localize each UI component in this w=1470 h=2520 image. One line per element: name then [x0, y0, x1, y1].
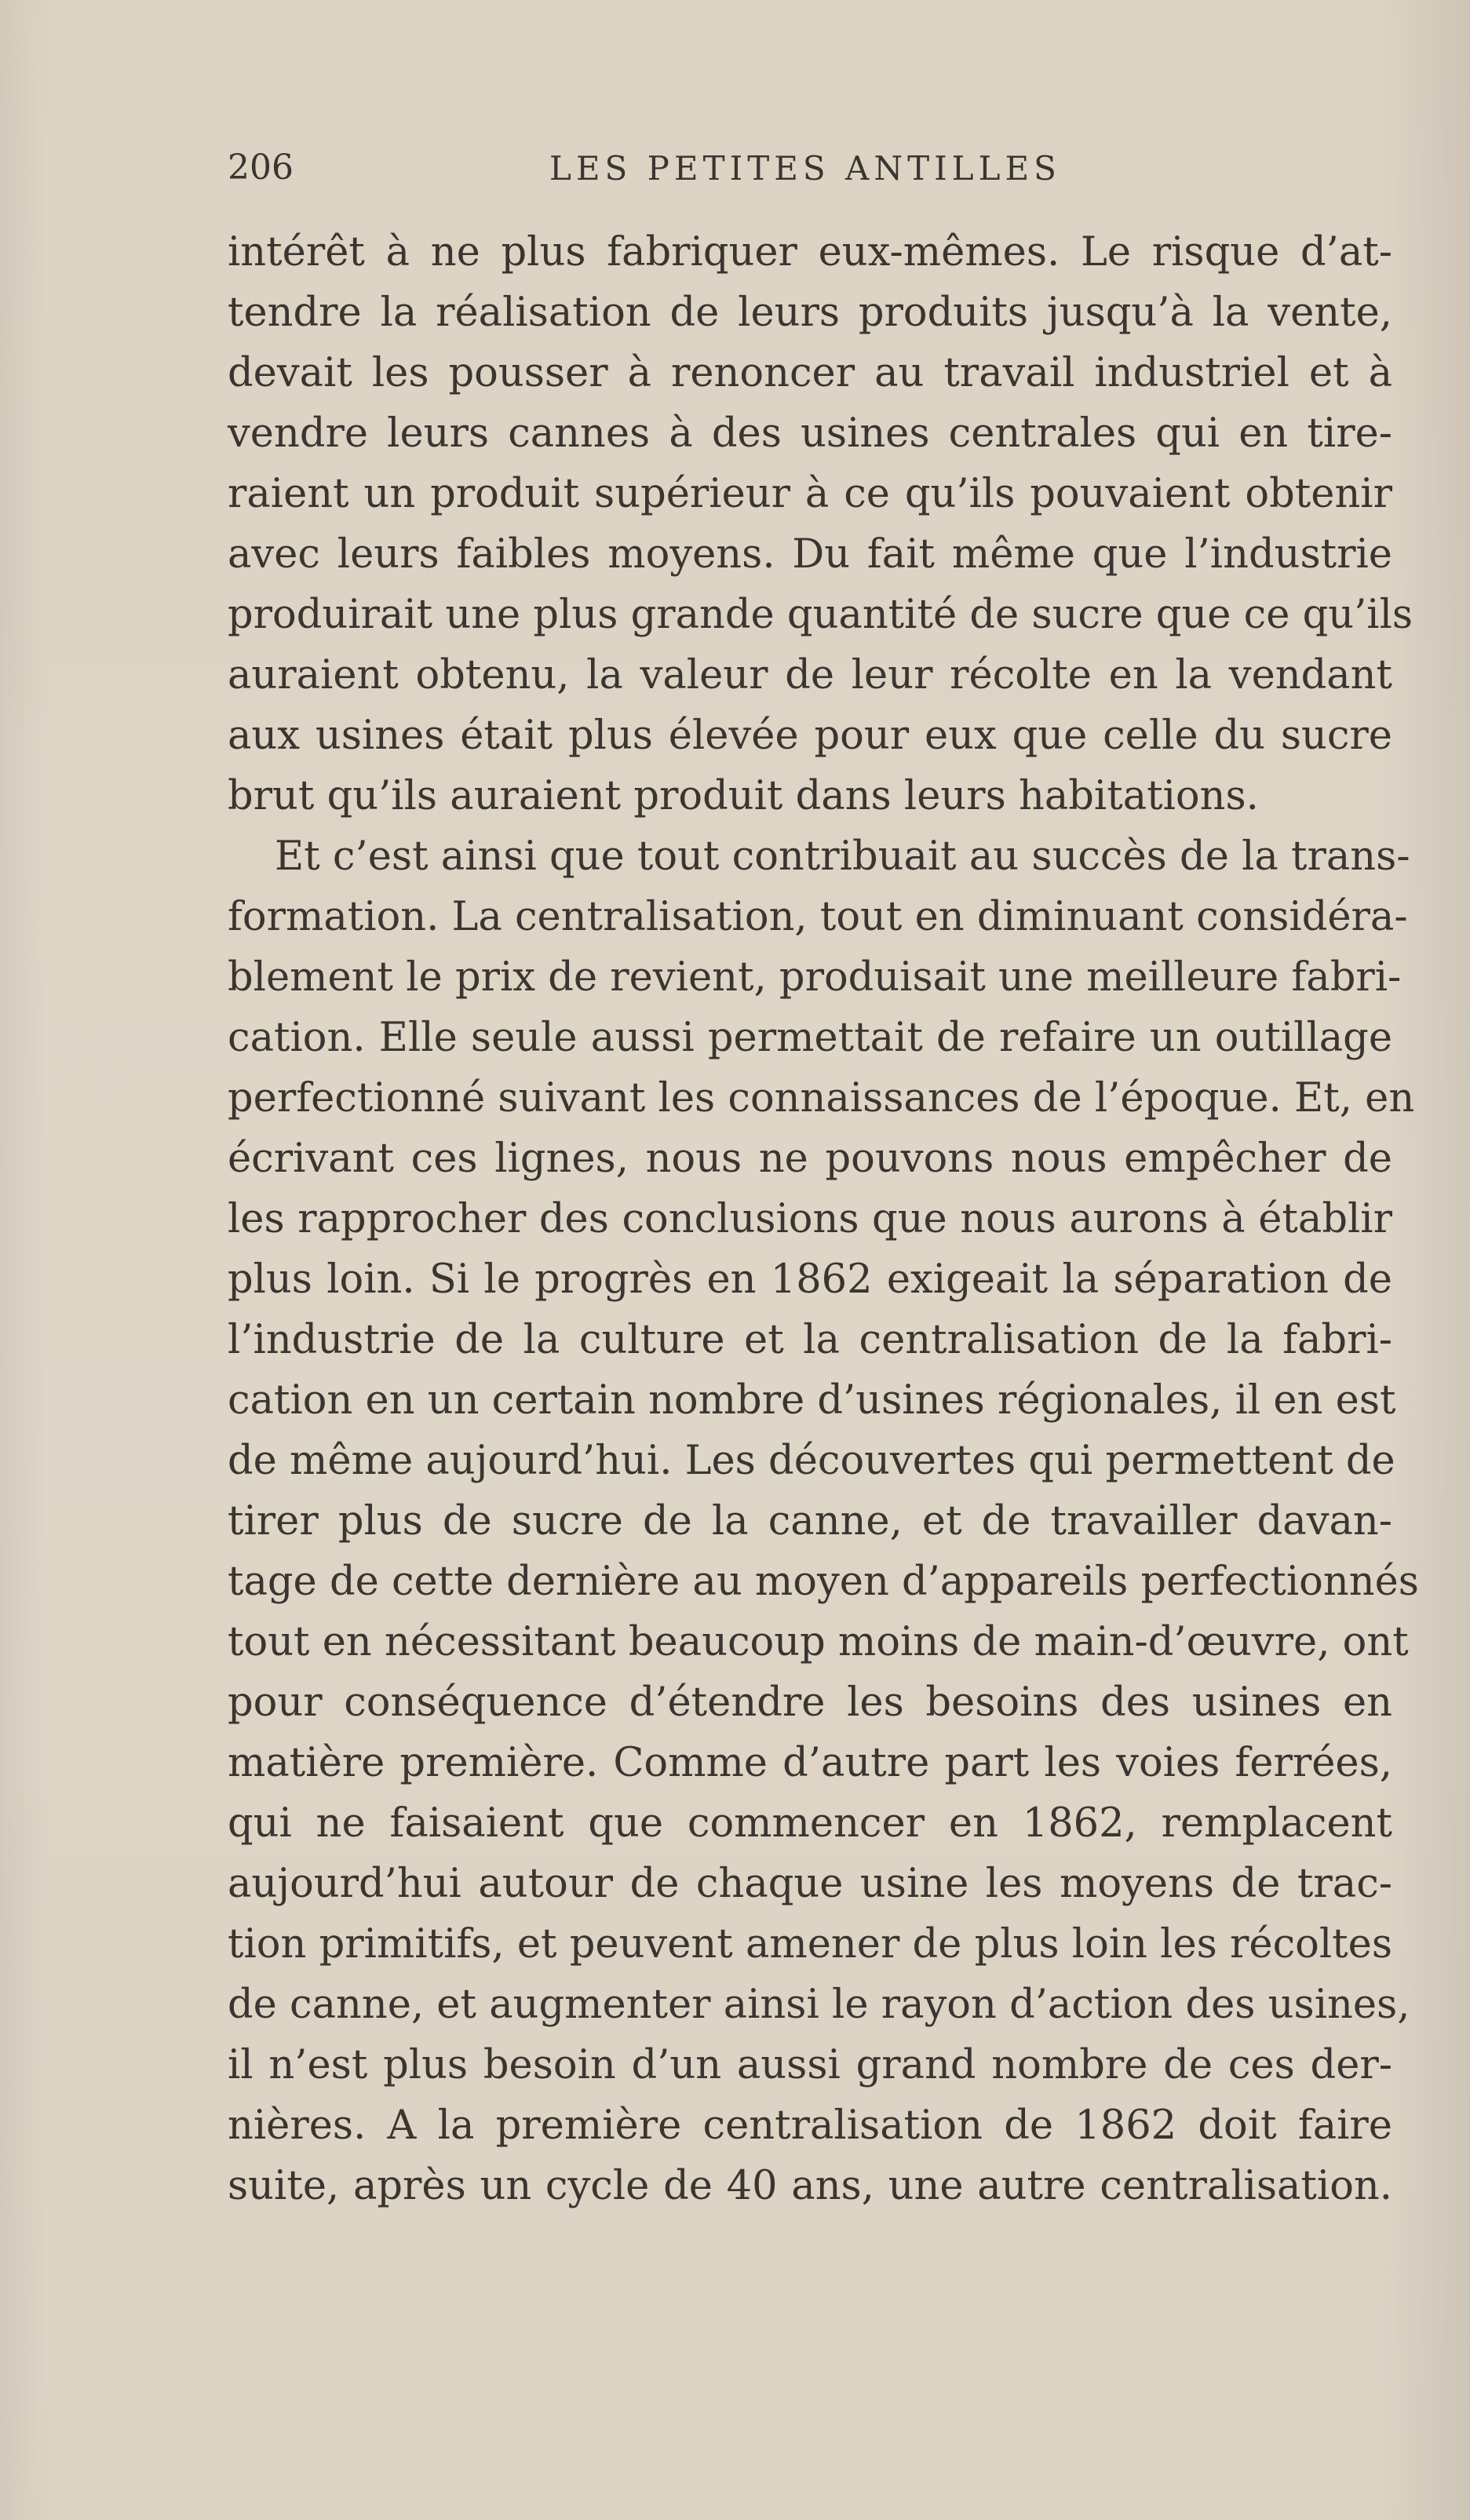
text-line: il n’est plus besoin d’un aussi grand nombre de ces der-	[228, 2042, 1392, 2088]
text-line-paragraph-start: Et c’est ainsi que tout contribuait au succès de la trans-	[275, 833, 1410, 880]
text-line: aujourd’hui autour de chaque usine les moyens de trac-	[228, 1861, 1392, 1907]
text-line: raient un produit supérieur à ce qu’ils pouvaient obtenir	[228, 471, 1392, 517]
text-line: matière première. Comme d’autre part les voies ferrées,	[228, 1740, 1392, 1786]
text-line: l’industrie de la culture et la centralisation de la fabri-	[228, 1317, 1392, 1363]
text-line: de canne, et augmenter ainsi le rayon d’action des usines,	[228, 1982, 1410, 2028]
text-line: aux usines était plus élevée pour eux que celle du sucre	[228, 713, 1392, 759]
text-line: écrivant ces lignes, nous ne pouvons nous empêcher de	[228, 1136, 1392, 1182]
page-number: 206	[228, 148, 294, 188]
text-line: vendre leurs cannes à des usines centrales qui en tire-	[228, 410, 1392, 457]
text-line: tage de cette dernière au moyen d’appareils perfectionnés	[228, 1559, 1419, 1605]
body-text	[228, 222, 1419, 2216]
text-line: les rapprocher des conclusions que nous aurons à établir	[228, 1196, 1392, 1242]
text-line: perfectionné suivant les connaissances de l’époque. Et, en	[228, 1075, 1415, 1121]
text-line: tion primitifs, et peuvent amener de plus loin les récoltes	[228, 1921, 1393, 1967]
text-line: de même aujourd’hui. Les découvertes qui permettent de	[228, 1438, 1395, 1484]
text-line: tirer plus de sucre de la canne, et de travailler davan-	[228, 1498, 1392, 1544]
text-line: pour conséquence d’étendre les besoins des usines en	[228, 1679, 1392, 1726]
text-line: produirait une plus grande quantité de sucre que ce qu’ils	[228, 592, 1413, 638]
text-line: nières. A la première centralisation de 1862 doit faire	[228, 2102, 1392, 2149]
text-line: cation en un certain nombre d’usines régionales, il en est	[228, 1377, 1396, 1424]
text-line: avec leurs faibles moyens. Du fait même que l’industrie	[228, 531, 1392, 578]
text-line: intérêt à ne plus fabriquer eux-mêmes. Le risque d’at-	[228, 229, 1392, 275]
text-line: auraient obtenu, la valeur de leur récolte en la vendant	[228, 652, 1392, 698]
running-head	[228, 148, 1389, 195]
text-line: devait les pousser à renoncer au travail industriel et à	[228, 350, 1392, 396]
text-line: formation. La centralisation, tout en diminuant considéra-	[228, 894, 1408, 940]
text-line-paragraph-end: brut qu’ils auraient produit dans leurs habitations.	[228, 773, 1259, 819]
text-line: tout en nécessitant beaucoup moins de main-d’œuvre, ont	[228, 1619, 1409, 1665]
text-line: blement le prix de revient, produisait une meilleure fabri-	[228, 954, 1402, 1001]
running-title: LES PETITES ANTILLES	[549, 149, 1061, 188]
text-line: tendre la réalisation de leurs produits jusqu’à la vente,	[228, 290, 1392, 336]
text-line: suite, après un cycle de 40 ans, une autre centralisation.	[228, 2163, 1392, 2209]
text-line: qui ne faisaient que commencer en 1862, remplacent	[228, 1800, 1392, 1847]
text-line: plus loin. Si le progrès en 1862 exigeait la séparation de	[228, 1256, 1392, 1303]
text-line: cation. Elle seule aussi permettait de refaire un outillage	[228, 1015, 1392, 1061]
